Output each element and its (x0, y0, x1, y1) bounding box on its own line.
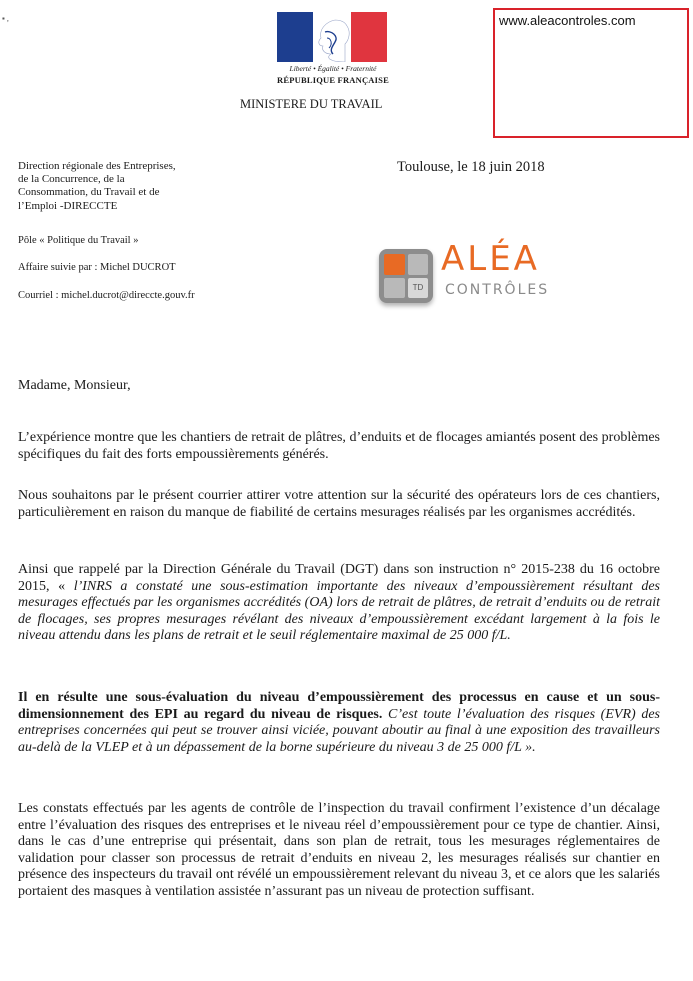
alea-wordmark: ALÉA (441, 239, 540, 279)
ministry-title: MINISTERE DU TRAVAIL (240, 97, 383, 111)
paragraph-1: L’expérience montre que les chantiers de retrait de plâtres, d’enduits et de flocages amiantés posent des problèmes spécifiques du fait des forts empoussièrements générés. (18, 430, 660, 462)
paragraph-2: Nous souhaitons par le présent courrier attirer votre attention sur la sécurité des opérateurs lors de ces chantiers, particulièrement en raison du manque de fiabilité de certains mesurages réalisés par les organismes accrédités. (18, 488, 660, 520)
paragraph-3 (18, 562, 660, 645)
republique-francaise: RÉPUBLIQUE FRANÇAISE (277, 75, 389, 85)
sender-line: de la Concurrence, de la (18, 173, 125, 186)
salutation: Madame, Monsieur, (18, 378, 131, 393)
sender-line: Direction régionale des Entreprises, (18, 160, 176, 172)
website-url: www.aleacontroles.com (499, 13, 636, 28)
scan-mark: ▪ , (2, 14, 9, 23)
alea-subtitle: CONTRÔLES (445, 282, 550, 298)
marianne-profile-icon (305, 16, 361, 62)
paragraph-4-quote: C’est toute l’évaluation des risques (EVR) des entreprises concernées qui peut se trouver ainsi viciée, pouvant aboutir au final à une exposition des travailleurs au-delà de la VLEP et à un dépassement de la borne supérieure du niveau 3 de 25 000 f/L ». (18, 706, 660, 755)
sender-line: Consommation, du Travail et de (18, 186, 160, 199)
paragraph-5: Les constats effectués par les agents de contrôle de l’inspection du travail confirment l’existence d’un décalage entre l’évaluation des risques des entreprises et le niveau réel d’empoussièrement pour ce type de chantier. Ainsi, dans le cas d’une entreprise qui présentait, dans son plan de retrait, tous les mesurages réglementaires de validation pour classer son processus de retrait d’enduits en niveau 2, les mesurages réalisés sur chantier en présence des inspecteurs du travail ont révélé un empoussièrement relevant du niveau 3, et ce alors que les salariés portaient des masques à ventilation assistée n’assurant pas un niveau de protection suffisant. (18, 801, 660, 899)
paragraph-4 (18, 690, 660, 756)
place-date: Toulouse, le 18 juin 2018 (397, 159, 545, 175)
pole-line: Pôle « Politique du Travail » (18, 235, 139, 246)
republic-motto: Liberté • Égalité • Fraternité (289, 64, 377, 73)
alea-squares-icon: TD (379, 249, 433, 303)
paragraph-4-bold: Il en résulte une sous-évaluation du niveau d’empoussièrement des processus en cause et un sous-dimensionnement des EPI au regard du niveau de risques. (18, 690, 660, 722)
sender-line: l’Emploi -DIRECCTE (18, 199, 118, 212)
paragraph-3-quote: l’INRS a constaté une sous-estimation importante des niveaux d’empoussièrement résultant des mesurages effectués par les organismes accrédités (OA) lors de retrait de plâtres, de retrait d’enduits ou de retrait de flocages, ses propres mesurages révélant des niveaux d’empoussièrement excédant largement à la fois le niveau attendu dans les plans de retrait et le seuil réglementaire maximal de 25 000 f/L. (18, 578, 661, 643)
sender-block (18, 160, 176, 213)
website-stamp (493, 8, 689, 138)
paragraph-3-intro: Ainsi que rappelé par la Direction Générale du Travail (DGT) dans son instruction n° 2015-238 du 16 octobre 2015, « (18, 562, 660, 594)
courriel-line: Courriel : michel.ducrot@direccte.gouv.fr (18, 290, 195, 301)
marianne-logo (273, 12, 393, 88)
alea-controles-logo (379, 239, 579, 305)
affaire-line: Affaire suivie par : Michel DUCROT (18, 262, 176, 273)
tricolor-flag-icon (277, 12, 387, 62)
